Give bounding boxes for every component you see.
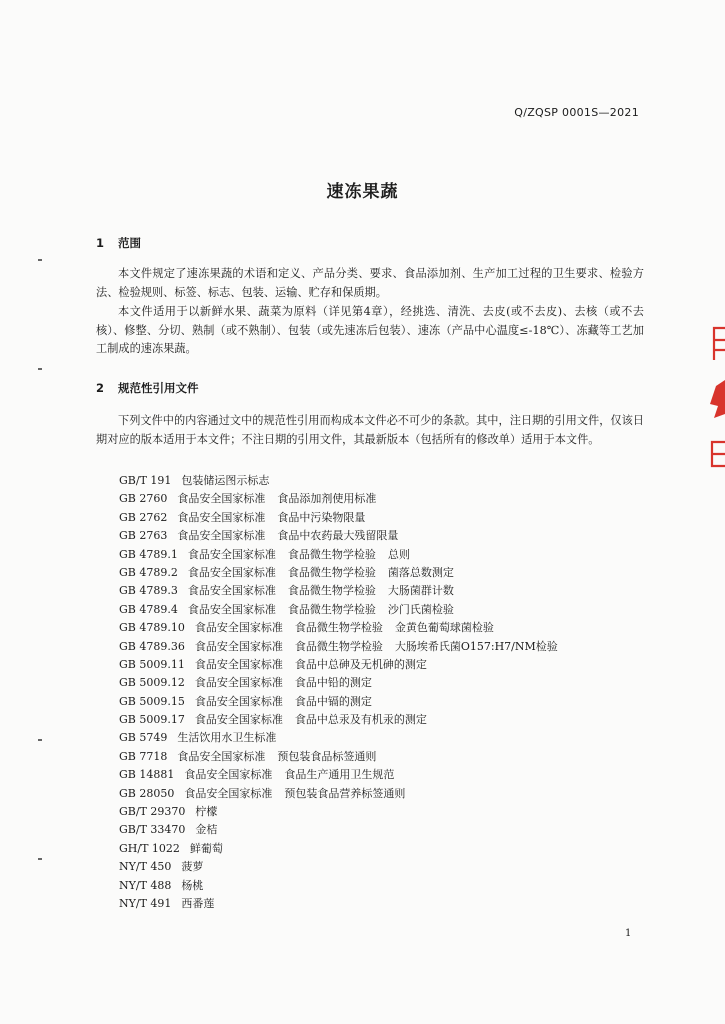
reference-title: 菠萝 (181, 860, 204, 874)
reference-code: GB 2760 (119, 492, 168, 506)
reference-item (119, 858, 570, 876)
reference-code: GB/T 33470 (119, 823, 186, 837)
reference-item (119, 711, 570, 729)
reference-title: 金桔 (195, 823, 218, 837)
scope-paragraph-1: 本文件规定了速冻果蔬的术语和定义、产品分类、要求、食品添加剂、生产加工过程的卫生要求、检验方法、检验规则、标签、标志、包装、运输、贮存和保质期。 (96, 267, 644, 299)
reference-title: 食品安全国家标准 (184, 768, 273, 782)
reference-code: GB 4789.2 (119, 565, 178, 579)
reference-title: 食品安全国家标准 (194, 639, 283, 653)
reference-item (119, 748, 570, 766)
reference-item (119, 803, 570, 821)
reference-title: 食品中农药最大残留限量 (277, 529, 399, 543)
reference-title: 食品安全国家标准 (184, 786, 273, 800)
reference-title: 食品安全国家标准 (187, 584, 276, 598)
reference-code: GB 4789.1 (119, 547, 178, 561)
reference-title: 食品安全国家标准 (194, 694, 283, 708)
reference-title: 生活饮用水卫生标准 (177, 731, 277, 745)
reference-title: 总则 (387, 547, 410, 561)
reference-item (119, 729, 570, 747)
reference-title: 预包装食品营养标签通则 (284, 786, 406, 800)
reference-title: 食品微生物学检验 (287, 584, 376, 598)
reference-item (119, 619, 570, 637)
reference-code: GB 28050 (119, 786, 175, 800)
reference-item (119, 693, 570, 711)
reference-code: GB 5009.12 (119, 676, 185, 690)
reference-code: GB 5009.11 (119, 657, 185, 671)
reference-title: 食品安全国家标准 (194, 676, 283, 690)
reference-title: 食品微生物学检验 (287, 565, 376, 579)
reference-item (119, 766, 570, 784)
reference-title: 食品中污染物限量 (277, 510, 366, 524)
scan-mark (38, 739, 42, 741)
section-title: 范围 (118, 236, 141, 250)
reference-item (119, 674, 570, 692)
reference-code: GB 7718 (119, 749, 168, 763)
reference-title: 食品微生物学检验 (294, 639, 383, 653)
scan-mark (38, 858, 42, 860)
reference-title: 食品安全国家标准 (194, 621, 283, 635)
reference-item (119, 564, 570, 582)
reference-title: 食品安全国家标准 (177, 492, 266, 506)
reference-title: 食品中总汞及有机汞的测定 (294, 713, 427, 727)
scope-paragraph-2: 本文件适用于以新鲜水果、蔬菜为原料（详见第4章），经挑选、清洗、去皮(或不去皮)、去核（或不去核）、修整、分切、熟制（或不熟制）、包装（或先速冻后包装）、速冻（产品中心温度≤-18℃）、冻藏等工艺加工制成的速冻果蔬。 (96, 305, 644, 355)
red-seal-stamp (706, 318, 725, 468)
reference-item (119, 638, 570, 656)
reference-item (119, 490, 570, 508)
reference-code: GB/T 191 (119, 474, 172, 487)
reference-title: 包装储运图示标志 (181, 474, 270, 487)
reference-title: 食品微生物学检验 (294, 621, 383, 635)
reference-title: 食品安全国家标准 (177, 510, 266, 524)
reference-title: 菌落总数测定 (387, 565, 454, 579)
reference-title: 预包装食品标签通则 (277, 749, 377, 763)
reference-title: 大肠埃希氏菌O157:H7/NM检验 (394, 639, 558, 653)
reference-item (119, 785, 570, 803)
reference-title: 大肠菌群计数 (387, 584, 454, 598)
section-number: 2 (96, 381, 105, 395)
reference-title: 西番莲 (181, 896, 215, 910)
reference-title: 食品安全国家标准 (187, 565, 276, 579)
reference-title: 鲜葡萄 (189, 841, 223, 855)
reference-code: GH/T 1022 (119, 841, 180, 855)
reference-title: 食品微生物学检验 (287, 602, 376, 616)
reference-list (119, 472, 570, 913)
reference-title: 金黄色葡萄球菌检验 (394, 621, 494, 635)
reference-code: GB 4789.36 (119, 639, 185, 653)
reference-code: NY/T 450 (119, 860, 172, 874)
reference-item (119, 601, 570, 619)
reference-item (119, 582, 570, 600)
section-heading-normative-references (96, 380, 199, 396)
reference-code: GB/T 29370 (119, 805, 186, 819)
reference-title: 食品安全国家标准 (194, 713, 283, 727)
reference-item (119, 546, 570, 564)
reference-title: 食品中总砷及无机砷的测定 (294, 657, 427, 671)
reference-code: GB 4789.10 (119, 621, 185, 635)
reference-code: GB 4789.3 (119, 584, 178, 598)
reference-code: GB 5749 (119, 731, 168, 745)
reference-item (119, 895, 570, 913)
reference-code: GB 4789.4 (119, 602, 178, 616)
reference-title: 食品微生物学检验 (287, 547, 376, 561)
page-number: 1 (625, 928, 632, 939)
reference-title: 食品添加剂使用标准 (277, 492, 377, 506)
reference-item (119, 472, 570, 490)
reference-title: 食品安全国家标准 (177, 529, 266, 543)
scan-mark (38, 259, 42, 261)
reference-item (119, 821, 570, 839)
section-heading-scope (96, 235, 141, 251)
reference-title: 沙门氏菌检验 (387, 602, 454, 616)
reference-code: GB 5009.17 (119, 713, 185, 727)
reference-code: GB 2763 (119, 529, 168, 543)
reference-item (119, 509, 570, 527)
reference-title: 食品中镉的测定 (294, 694, 372, 708)
reference-title: 食品安全国家标准 (177, 749, 266, 763)
reference-item (119, 527, 570, 545)
reference-title: 柠檬 (195, 805, 218, 819)
reference-item (119, 877, 570, 895)
document-title: 速冻果蔬 (326, 182, 399, 202)
document-number: Q/ZQSP 0001S—2021 (514, 106, 639, 119)
reference-title: 食品安全国家标准 (187, 602, 276, 616)
scan-mark (38, 368, 42, 370)
reference-title: 食品中铅的测定 (294, 676, 372, 690)
reference-item (119, 840, 570, 858)
reference-code: GB 14881 (119, 768, 175, 782)
reference-code: NY/T 488 (119, 878, 172, 892)
reference-title: 杨桃 (181, 878, 204, 892)
reference-code: GB 2762 (119, 510, 168, 524)
reference-title: 食品生产通用卫生规范 (284, 768, 395, 782)
reference-title: 食品安全国家标准 (187, 547, 276, 561)
section-number: 1 (96, 236, 105, 250)
reference-code: GB 5009.15 (119, 694, 185, 708)
reference-code: NY/T 491 (119, 896, 172, 910)
reference-title: 食品安全国家标准 (194, 657, 283, 671)
reference-item (119, 656, 570, 674)
section-title: 规范性引用文件 (118, 381, 199, 395)
references-intro-paragraph: 下列文件中的内容通过文中的规范性引用而构成本文件必不可少的条款。其中，注日期的引用文件，仅该日期对应的版本适用于本文件；不注日期的引用文件，其最新版本（包括所有的修改单）适用于本文件。 (96, 414, 644, 446)
